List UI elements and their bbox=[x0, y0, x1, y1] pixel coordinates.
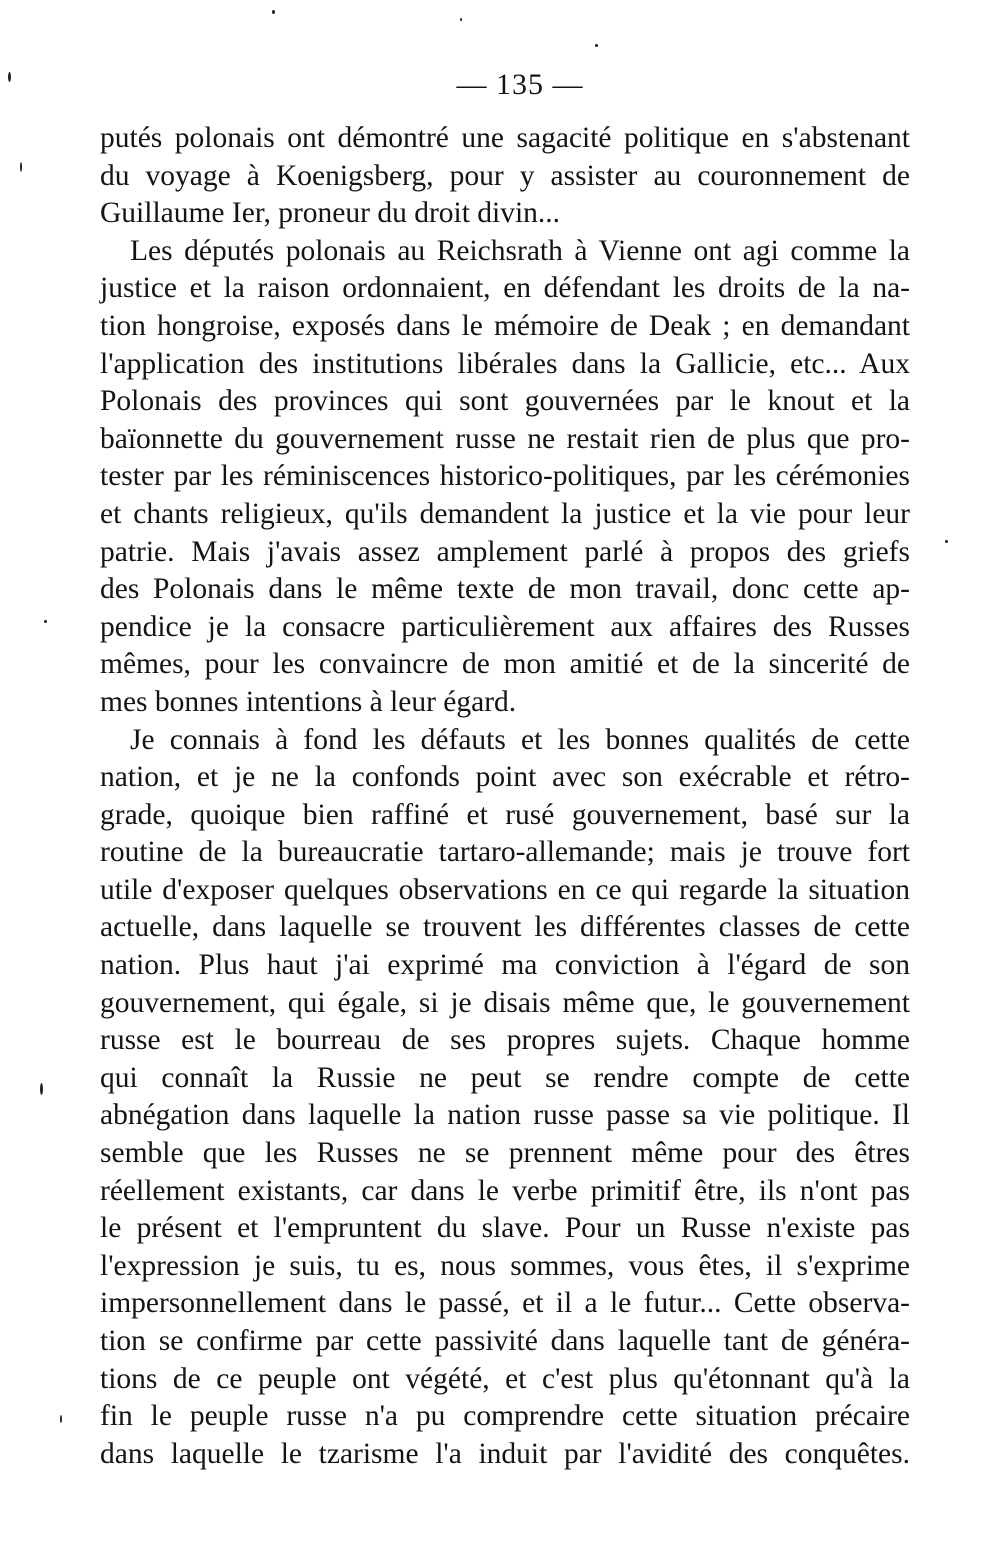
text-line: nation, et je ne la confonds point avec son exécrable et rétro- bbox=[100, 761, 910, 794]
text-line: tion se confirme par cette passivité dans laquelle tant de généra- bbox=[100, 1325, 910, 1357]
text-line: actuelle, dans laquelle se trouvent les différentes classes de cette bbox=[100, 911, 910, 944]
text-line: semble que les Russes ne se prennent même pour des êtres bbox=[100, 1137, 910, 1170]
text-line: Polonais des provinces qui sont gouvernées par le knout et la bbox=[100, 385, 910, 418]
text-line: Les députés polonais au Reichsrath à Vienne ont agi comme la bbox=[130, 234, 910, 267]
text-line: dans laquelle le tzarisme l'a induit par l'avidité des conquêtes. bbox=[100, 1437, 910, 1470]
scan-speck bbox=[460, 18, 462, 21]
text-line: l'expression je suis, tu es, nous sommes, vous êtes, il s'exprime bbox=[100, 1249, 910, 1282]
scan-speck bbox=[595, 44, 598, 47]
text-line: patrie. Mais j'avais assez amplement parlé à propos des griefs bbox=[100, 535, 910, 568]
text-line: l'application des institutions libérales dans la Gallicie, etc... Aux bbox=[100, 347, 910, 380]
scan-speck bbox=[40, 1083, 43, 1095]
text-line: impersonnellement dans le passé, et il a le futur... Cette observa- bbox=[100, 1287, 910, 1320]
text-line: routine de la bureaucratie tartaro-allemande; mais je trouve fort bbox=[100, 836, 910, 869]
text-line: russe est le bourreau de ses propres sujets. Chaque homme bbox=[100, 1024, 910, 1057]
text-line: pendice je la consacre particulièrement aux affaires des Russes bbox=[100, 610, 910, 643]
text-line: baïonnette du gouvernement russe ne restait rien de plus que pro- bbox=[100, 422, 910, 455]
text-line: Je connais à fond les défauts et les bonnes qualités de cette bbox=[130, 723, 910, 756]
text-line: du voyage à Koenigsberg, pour y assister au couronnement de bbox=[100, 159, 910, 192]
text-line: gouvernement, qui égale, si je disais même que, le gouvernement bbox=[100, 986, 910, 1019]
scan-speck bbox=[272, 10, 275, 14]
text-line: grade, quoique bien raffiné et rusé gouvernement, basé sur la bbox=[100, 798, 910, 831]
text-line: fin le peuple russe n'a pu comprendre cette situation précaire bbox=[100, 1400, 910, 1433]
text-line: nation. Plus haut j'ai exprimé ma conviction à l'égard de son bbox=[100, 949, 910, 982]
text-line: utile d'exposer quelques observations en ce qui regarde la situation bbox=[100, 873, 910, 906]
page-number: — 135 — bbox=[456, 68, 584, 101]
text-line: réellement existants, car dans le verbe primitif être, ils n'ont pas bbox=[100, 1174, 910, 1207]
text-line: putés polonais ont démontré une sagacité politique en s'abstenant bbox=[100, 122, 910, 154]
scan-speck bbox=[8, 72, 11, 82]
text-line: justice et la raison ordonnaient, en défendant les droits de la na- bbox=[100, 272, 910, 305]
text-line: le présent et l'empruntent du slave. Pour un Russe n'existe pas bbox=[100, 1212, 910, 1245]
text-line: tion hongroise, exposés dans le mémoire de Deak ; en demandant bbox=[100, 309, 910, 342]
scan-speck bbox=[44, 620, 47, 623]
scan-speck bbox=[60, 1415, 62, 1423]
body-text bbox=[100, 120, 910, 1473]
text-line: mes bonnes intentions à leur égard. bbox=[100, 685, 517, 718]
text-line: mêmes, pour les convaincre de mon amitié et de la sincerité de bbox=[100, 648, 910, 681]
scan-speck bbox=[945, 540, 948, 543]
text-line: Guillaume Ier, proneur du droit divin... bbox=[100, 197, 561, 230]
scan-speck bbox=[20, 162, 22, 172]
text-line: et chants religieux, qu'ils demandent la justice et la vie pour leur bbox=[100, 497, 910, 530]
text-line: abnégation dans laquelle la nation russe passe sa vie politique. Il bbox=[100, 1099, 910, 1132]
text-line: tions de ce peuple ont végété, et c'est plus qu'étonnant qu'à la bbox=[100, 1362, 910, 1395]
text-line: qui connaît la Russie ne peut se rendre compte de cette bbox=[100, 1061, 910, 1094]
text-line: tester par les réminiscences historico-politiques, par les cérémonies bbox=[100, 460, 910, 493]
text-line: des Polonais dans le même texte de mon travail, donc cette ap- bbox=[100, 573, 910, 606]
